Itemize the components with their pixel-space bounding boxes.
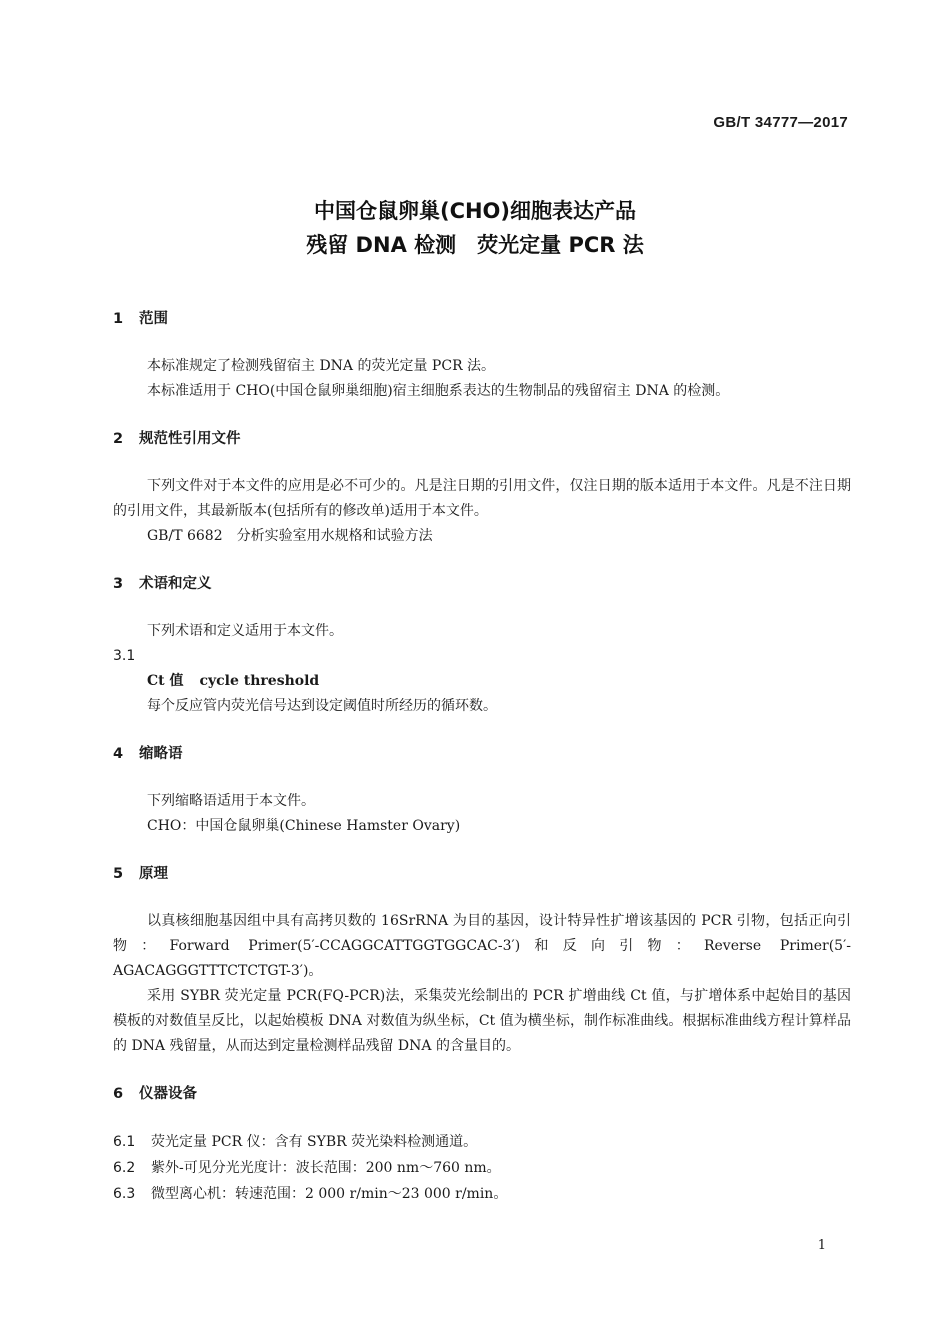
paragraph: 以真核细胞基因组中具有高拷贝数的 16SrRNA 为目的基因，设计特异性扩增该基因的 PCR 引物，包括正向引物：Forward Primer(5′-CCAGGCATTGGTGGCAC-3′)和反向引物：Reverse Primer(5′-AGACAGGGTTTCTCTGT-3′)。 — [113, 913, 851, 979]
section-title: 缩略语 — [139, 746, 183, 762]
term-english: cycle threshold — [199, 673, 320, 689]
apparatus-item — [113, 1129, 851, 1155]
section-apparatus — [113, 1083, 851, 1207]
abbreviation-entry: CHO：中国仓鼠卵巢(Chinese Hamster Ovary) — [147, 818, 461, 834]
section-title: 原理 — [139, 866, 168, 882]
page-number: 1 — [817, 1238, 826, 1253]
item-text: 荧光定量 PCR 仪：含有 SYBR 荧光染料检测通道。 — [151, 1134, 478, 1150]
section-heading — [113, 428, 851, 450]
term-entry — [113, 668, 851, 694]
paragraph: 下列缩略语适用于本文件。 — [147, 793, 315, 809]
section-heading — [113, 573, 851, 595]
item-number: 6.2 — [113, 1160, 136, 1176]
subclause-number: 3.1 — [113, 648, 136, 664]
section-heading — [113, 743, 851, 765]
section-title: 术语和定义 — [139, 576, 212, 592]
section-number: 5 — [113, 866, 124, 882]
reference-entry: GB/T 6682 分析实验室用水规格和试验方法 — [147, 528, 433, 544]
paragraph: 本标准适用于 CHO(中国仓鼠卵巢细胞)宿主细胞系表达的生物制品的残留宿主 DNA 的检测。 — [147, 383, 730, 399]
section-number: 2 — [113, 431, 124, 447]
section-scope — [113, 308, 851, 404]
item-text: 微型离心机：转速范围：2 000 r/min～23 000 r/min。 — [151, 1186, 508, 1202]
section-number: 3 — [113, 576, 124, 592]
paragraph: 采用 SYBR 荧光定量 PCR(FQ-PCR)法，采集荧光绘制出的 PCR 扩增曲线 Ct 值，与扩增体系中起始目的基因模板的对数值呈反比，以起始模板 DNA 对数值为纵坐标，Ct 值为横坐标，制作标准曲线。根据标准曲线方程计算样品的 DNA 残留量，从而达到定量检测样品残留 DNA 的含量目的。 — [113, 988, 851, 1054]
item-number: 6.3 — [113, 1186, 136, 1202]
term-chinese: Ct 值 — [147, 673, 184, 689]
paragraph: 下列术语和定义适用于本文件。 — [147, 623, 343, 639]
apparatus-item — [113, 1181, 851, 1207]
section-principle — [113, 863, 851, 1059]
title-line-2: 残留 DNA 检测 荧光定量 PCR 法 — [306, 233, 644, 257]
section-heading — [113, 308, 851, 330]
section-number: 4 — [113, 746, 124, 762]
section-title: 规范性引用文件 — [139, 431, 241, 447]
section-number: 1 — [113, 311, 124, 327]
standard-code: GB/T 34777—2017 — [713, 114, 848, 131]
section-title: 仪器设备 — [139, 1086, 197, 1102]
section-heading — [113, 1083, 851, 1105]
section-abbreviations — [113, 743, 851, 839]
item-number: 6.1 — [113, 1134, 136, 1150]
paragraph: 下列文件对于本文件的应用是必不可少的。凡是注日期的引用文件，仅注日期的版本适用于本文件。凡是不注日期的引用文件，其最新版本(包括所有的修改单)适用于本文件。 — [113, 478, 851, 519]
section-number: 6 — [113, 1086, 124, 1102]
title-line-1: 中国仓鼠卵巢(CHO)细胞表达产品 — [313, 199, 637, 223]
apparatus-item — [113, 1155, 851, 1181]
term-definition: 每个反应管内荧光信号达到设定阈值时所经历的循环数。 — [147, 698, 497, 714]
section-title: 范围 — [139, 311, 168, 327]
item-text: 紫外-可见分光光度计：波长范围：200 nm～760 nm。 — [151, 1160, 501, 1176]
paragraph: 本标准规定了检测残留宿主 DNA 的荧光定量 PCR 法。 — [147, 358, 496, 374]
section-heading — [113, 863, 851, 885]
document-title — [0, 194, 950, 262]
section-terms — [113, 573, 851, 719]
document-body — [113, 308, 851, 1207]
section-normative-references — [113, 428, 851, 549]
